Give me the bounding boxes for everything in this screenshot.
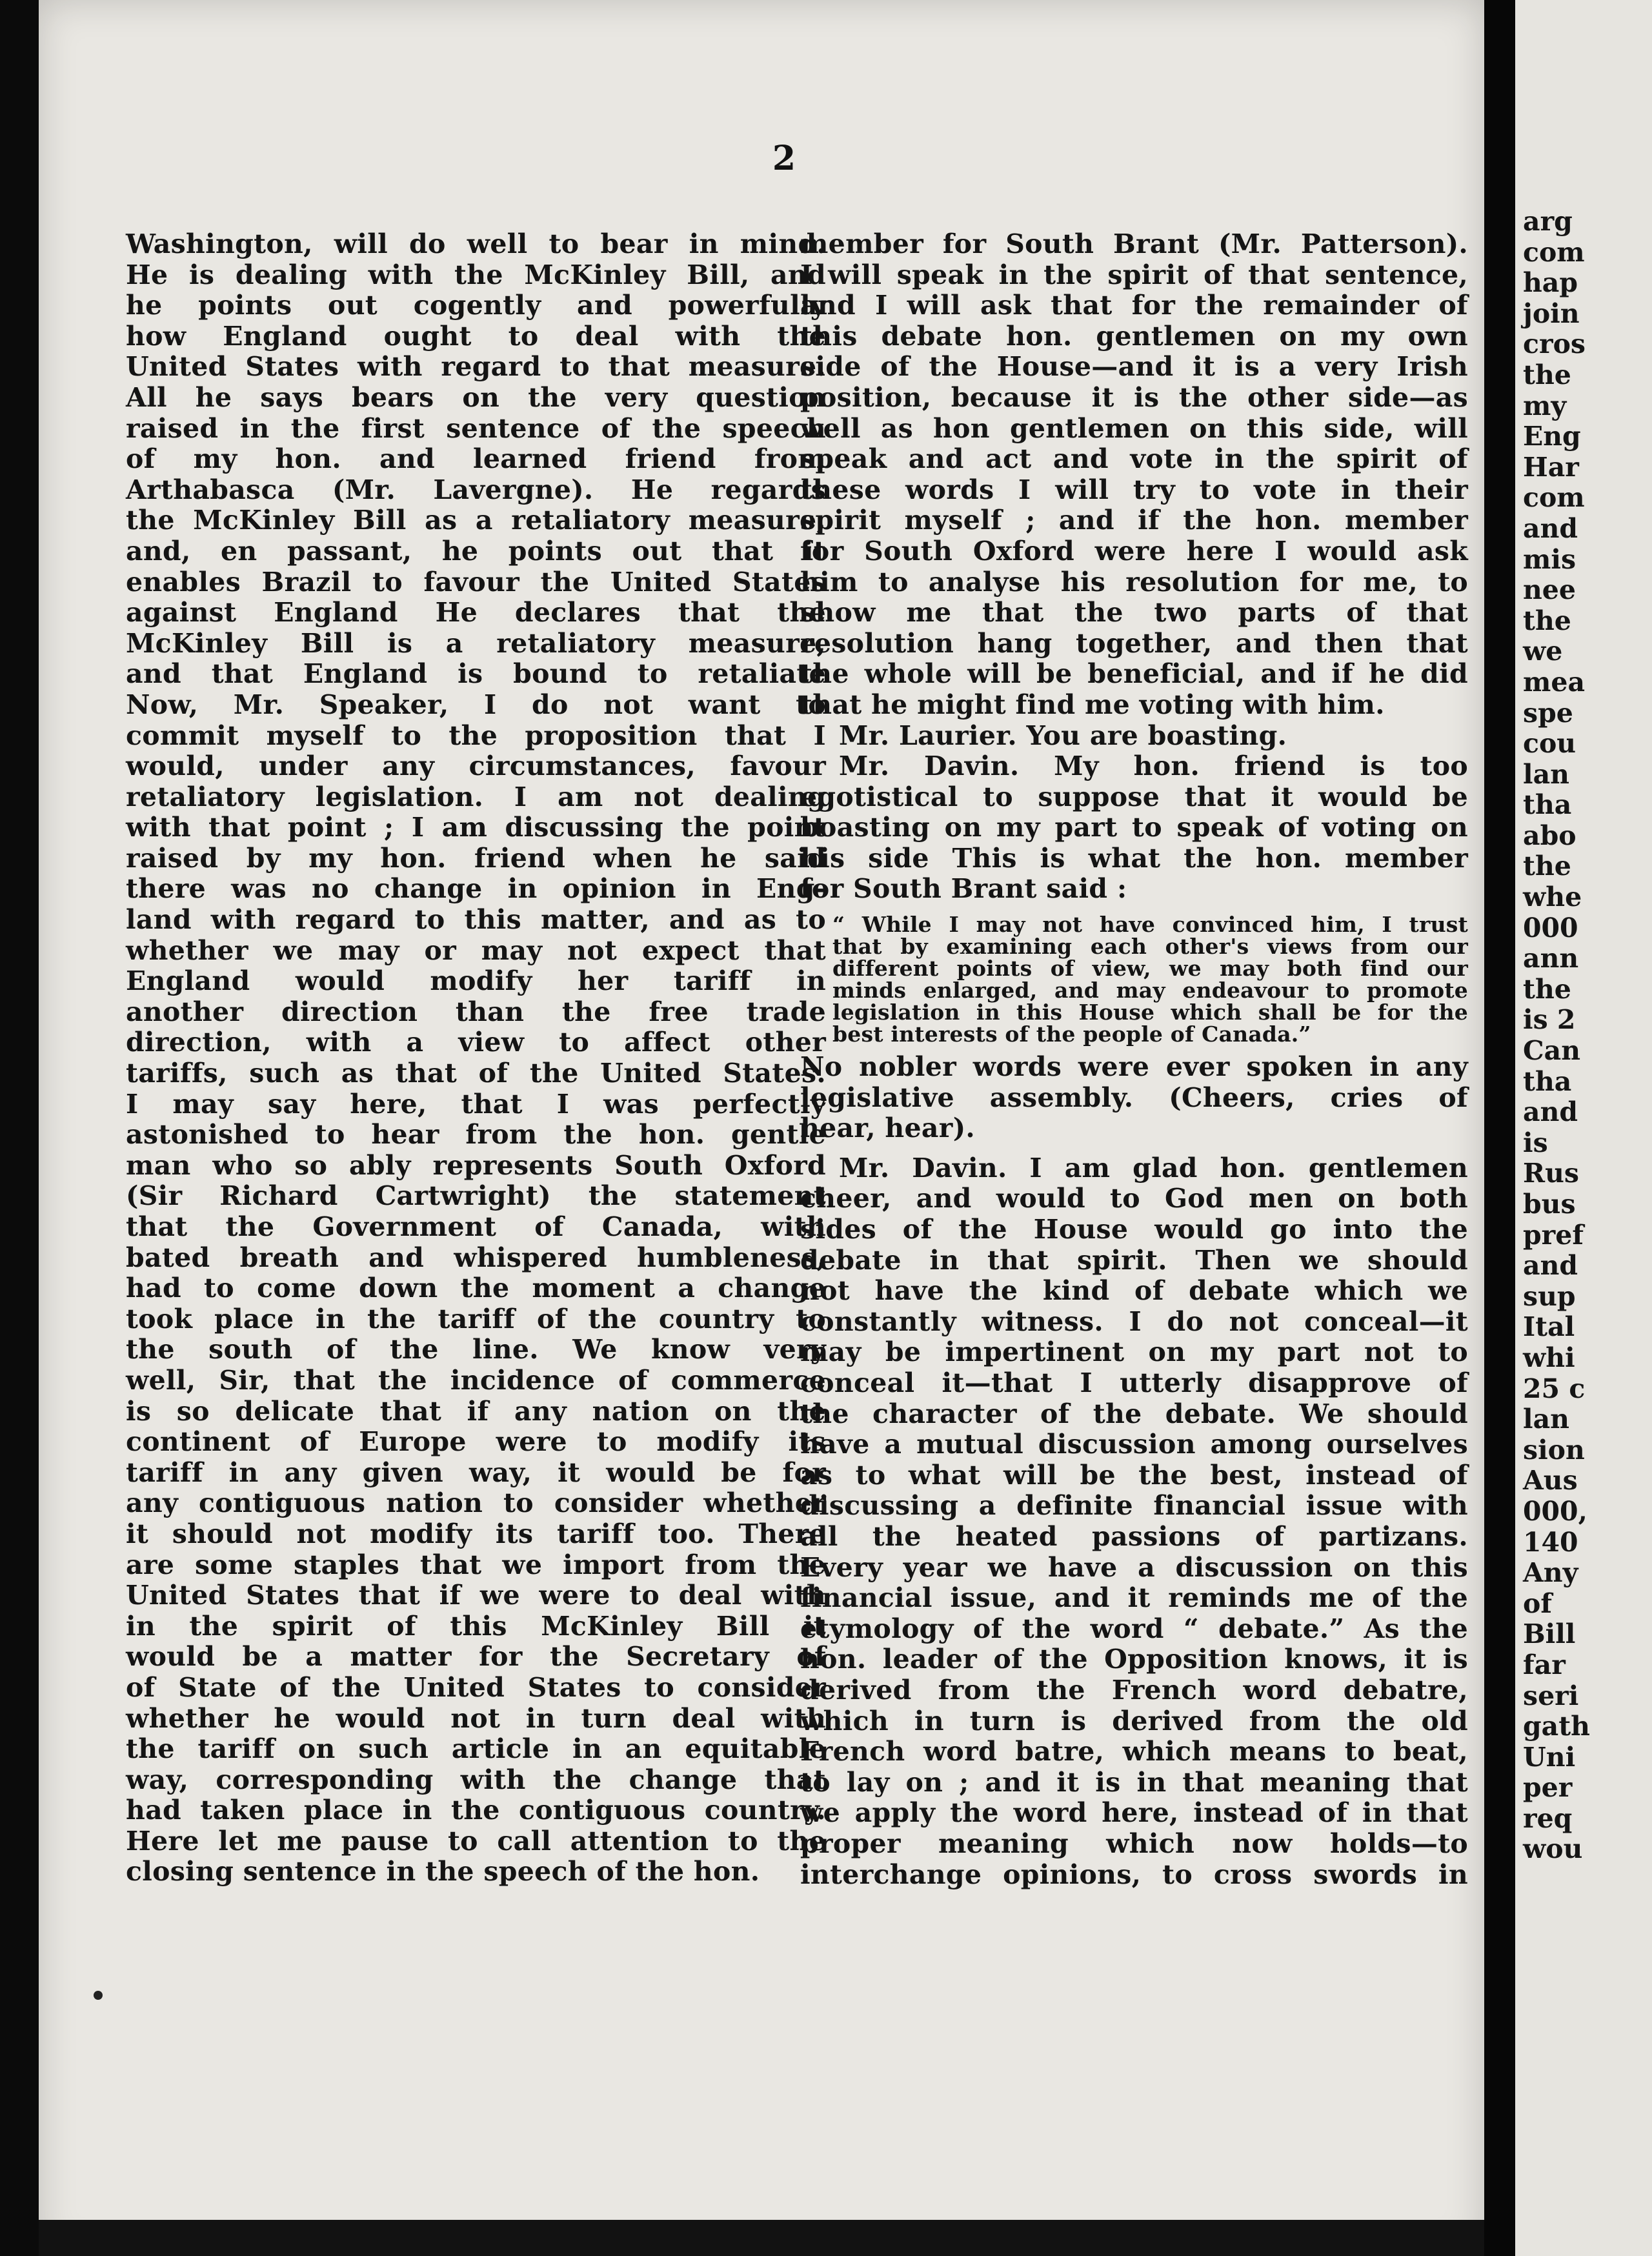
middle-column <box>800 229 1468 1890</box>
text-line: whether we may or may not expect that <box>126 934 826 966</box>
strip-line: com <box>1523 236 1585 268</box>
strip-line: Eng <box>1523 421 1581 452</box>
text-line: took place in the tariff of the country to <box>126 1303 826 1334</box>
text-line: this debate hon. gentlemen on my own <box>800 320 1468 352</box>
strip-line: lan <box>1523 1404 1569 1435</box>
scan-bottom-edge <box>39 2220 1484 2256</box>
paragraph-cheers <box>800 1052 1468 1144</box>
text-line: constantly witness. I do not conceal—it <box>800 1305 1468 1337</box>
text-line: Here let me pause to call attention to the <box>126 1825 826 1857</box>
quote-line: minds enlarged, and may endeavour to promote <box>832 978 1468 1003</box>
text-line: all the heated passions of partizans. <box>800 1520 1468 1552</box>
text-line: resolution hang together, and then that <box>800 627 1468 659</box>
text-line: enables Brazil to favour the United States <box>126 566 826 598</box>
text-line: debate in that spirit. Then we should <box>800 1244 1468 1276</box>
quote-line: “ While I may not have convinced him, I trust <box>832 912 1468 938</box>
strip-line: and <box>1523 1096 1578 1128</box>
text-line: I may say here, that I was perfectly <box>126 1088 826 1120</box>
text-line: him to analyse his resolution for me, to <box>800 566 1468 598</box>
text-line: French word batre, which means to beat, <box>800 1736 1468 1768</box>
text-line: legislative assembly. (Cheers, cries of <box>800 1082 1468 1113</box>
text-line: as to what will be the best, instead of <box>800 1459 1468 1491</box>
text-line: astonished to hear from the hon. gentle <box>126 1119 826 1151</box>
text-line: the south of the line. We know very <box>126 1334 826 1365</box>
text-line: show me that the two parts of that <box>800 597 1468 629</box>
text-line: interchange opinions, to cross swords in <box>800 1858 1468 1890</box>
text-line: it should not modify its tariff too. There <box>126 1518 826 1549</box>
strip-line: Can <box>1523 1035 1581 1067</box>
text-line: proper meaning which now holds—to <box>800 1828 1468 1859</box>
text-line: etymology of the word “ debate.” As the <box>800 1613 1468 1644</box>
text-line: (Sir Richard Cartwright) the statement <box>126 1180 826 1212</box>
strip-line: and <box>1523 512 1578 544</box>
text-line: egotistical to suppose that it would be <box>800 781 1468 812</box>
page-fold-shadow <box>1484 0 1515 2256</box>
text-line: raised by my hon. friend when he said <box>126 842 826 874</box>
text-line: closing sentence in the speech of the hon. <box>126 1856 760 1888</box>
strip-line: we <box>1523 636 1563 667</box>
strip-line: tha <box>1523 789 1572 821</box>
text-line: may be impertinent on my part not to <box>800 1336 1468 1368</box>
text-line: the tariff on such article in an equitable <box>126 1733 826 1765</box>
strip-line: the <box>1523 605 1571 636</box>
text-line: member for South Brant (Mr. Patterson). <box>800 228 1468 259</box>
strip-line: the <box>1523 851 1571 882</box>
text-line: with that point ; I am discussing the point <box>126 812 826 843</box>
text-line: Every year we have a discussion on this <box>800 1551 1468 1583</box>
strip-line: sion <box>1523 1434 1585 1465</box>
strip-line: Bill <box>1523 1618 1576 1650</box>
text-line: direction, with a view to affect other <box>126 1027 826 1058</box>
text-line: land with regard to this matter, and as to <box>126 904 826 936</box>
text-line: against England He declares that the <box>126 597 826 629</box>
text-line: he points out cogently and powerfully <box>126 290 826 321</box>
strip-line: Rus <box>1523 1158 1579 1189</box>
text-line: Mr. Davin. I am glad hon. gentlemen <box>839 1152 1468 1183</box>
text-line: the whole will be beneficial, and if he did <box>800 658 1468 690</box>
text-line: conceal it—that I utterly disapprove of <box>800 1367 1468 1398</box>
text-line: whether he would not in turn deal with <box>126 1702 826 1734</box>
text-line: retaliatory legislation. I am not dealing <box>126 781 826 812</box>
strip-line: seri <box>1523 1680 1579 1711</box>
text-line: of State of the United States to consider <box>126 1671 826 1703</box>
strip-line: sup <box>1523 1280 1576 1312</box>
text-line: man who so ably represents South Oxford <box>126 1149 826 1181</box>
strip-line: pref <box>1523 1219 1584 1251</box>
strip-line: tha <box>1523 1065 1572 1097</box>
text-line: discussing a definite financial issue with <box>800 1490 1468 1522</box>
text-line: position, because it is the other side—as <box>800 381 1468 413</box>
strip-line: whi <box>1523 1342 1575 1373</box>
text-line: had to come down the moment a change <box>126 1273 826 1304</box>
text-line: commit myself to the proposition that I <box>126 720 826 751</box>
quote-line: legislation in this House which shall be for the <box>832 1000 1468 1025</box>
paragraph-laurier-davin <box>800 721 1468 905</box>
page-number: 2 <box>772 139 796 178</box>
strip-line: lan <box>1523 758 1569 790</box>
text-line: speak and act and vote in the spirit of <box>800 443 1468 475</box>
left-column <box>126 229 826 1888</box>
next-page-column <box>1523 206 1590 1865</box>
text-line: there was no change in opinion in Eng- <box>126 873 826 905</box>
block-quote <box>800 914 1468 1045</box>
strip-line: the <box>1523 359 1571 390</box>
text-line: He is dealing with the McKinley Bill, and <box>126 259 826 290</box>
text-line: in the spirit of this McKinley Bill it <box>126 1610 826 1642</box>
text-line: way, corresponding with the change that <box>126 1764 826 1795</box>
text-line: No nobler words were ever spoken in any <box>800 1051 1468 1083</box>
text-line: United States with regard to that measure. <box>126 351 826 383</box>
strip-line: gath <box>1523 1711 1590 1742</box>
strip-line: nee <box>1523 574 1576 606</box>
strip-line: join <box>1523 297 1580 329</box>
strip-line: cros <box>1523 328 1586 360</box>
text-line: is so delicate that if any nation on the <box>126 1395 826 1427</box>
quote-line: best interests of the people of Canada.” <box>832 1022 1311 1047</box>
text-line: the character of the debate. We should <box>800 1398 1468 1429</box>
strip-line: cou <box>1523 728 1576 760</box>
strip-line: and <box>1523 1250 1578 1282</box>
text-line: I will speak in the spirit of that sentence, <box>800 259 1468 290</box>
text-line: would, under any circumstances, favour <box>126 750 826 782</box>
text-line: well, Sir, that the incidence of commerce <box>126 1364 826 1396</box>
text-line: spirit myself ; and if the hon. member <box>800 505 1468 536</box>
text-line: have a mutual discussion among ourselves <box>800 1429 1468 1460</box>
text-line: cheer, and would to God men on both <box>800 1183 1468 1214</box>
strip-line: hap <box>1523 267 1578 299</box>
text-line: how England ought to deal with the <box>126 320 826 352</box>
strip-line: Ital <box>1523 1311 1575 1343</box>
strip-line: per <box>1523 1772 1573 1804</box>
strip-line: my <box>1523 390 1567 421</box>
text-line: we apply the word here, instead of in that <box>800 1797 1468 1829</box>
strip-line: req <box>1523 1802 1573 1834</box>
ink-speck <box>94 1991 103 2000</box>
strip-line: 140 <box>1523 1526 1578 1558</box>
text-line: which in turn is derived from the old <box>800 1705 1468 1737</box>
text-line: that the Government of Canada, with <box>126 1211 826 1242</box>
text-line: Mr. Laurier. You are boasting. <box>839 720 1287 751</box>
strip-line: mis <box>1523 543 1576 575</box>
text-line: and that England is bound to retaliate <box>126 658 826 690</box>
quote-line: that by examining each other's views from our <box>832 934 1468 960</box>
strip-line: mea <box>1523 666 1586 698</box>
text-line: McKinley Bill is a retaliatory measure, <box>126 627 826 659</box>
text-line: well as hon gentlemen on this side, will <box>800 412 1468 444</box>
strip-line: of <box>1523 1587 1552 1619</box>
strip-line: Har <box>1523 451 1579 483</box>
text-line: derived from the French word debatre, <box>800 1674 1468 1706</box>
text-line: these words I will try to vote in their <box>800 474 1468 505</box>
text-line: tariff in any given way, it would be for <box>126 1456 826 1488</box>
strip-line: Aus <box>1523 1465 1578 1496</box>
text-line: Now, Mr. Speaker, I do not want to <box>126 689 826 720</box>
text-line: side of the House—and it is a very Irish <box>800 351 1468 383</box>
strip-line: spe <box>1523 697 1573 729</box>
text-line: any contiguous nation to consider whether <box>126 1487 826 1519</box>
text-line: financial issue, and it reminds me of the <box>800 1582 1468 1614</box>
text-line: for South Brant said : <box>800 873 1127 905</box>
text-line: All he says bears on the very question <box>126 381 826 413</box>
text-line: raised in the first sentence of the speech <box>126 412 826 444</box>
text-line: England would modify her tariff in <box>126 965 826 997</box>
text-line: Mr. Davin. My hon. friend is too <box>839 750 1468 782</box>
next-page-strip <box>1515 0 1652 2256</box>
strip-line: wou <box>1523 1833 1583 1865</box>
text-line: would be a matter for the Secretary of <box>126 1641 826 1673</box>
text-line: sides of the House would go into the <box>800 1214 1468 1245</box>
strip-line: the <box>1523 973 1571 1005</box>
text-line: and, en passant, he points out that it <box>126 535 826 567</box>
strip-line: 000, <box>1523 1495 1587 1527</box>
quote-line: different points of view, we may both find our <box>832 956 1468 982</box>
strip-line: is 2 <box>1523 1004 1576 1036</box>
text-line: not have the kind of debate which we <box>800 1275 1468 1307</box>
text-line: continent of Europe were to modify its <box>126 1426 826 1458</box>
text-line: of my hon. and learned friend from <box>126 443 826 475</box>
text-line: bated breath and whispered humbleness, <box>126 1242 826 1273</box>
text-line: for South Oxford were here I would ask <box>800 535 1468 567</box>
strip-line: is <box>1523 1127 1548 1158</box>
paragraph-patterson <box>800 229 1468 721</box>
text-line: tariffs, such as that of the United States. <box>126 1058 826 1089</box>
strip-line: 25 c <box>1523 1373 1586 1404</box>
text-line: are some staples that we import from the <box>126 1549 826 1580</box>
text-line: boasting on my part to speak of voting on <box>800 812 1468 843</box>
text-line: had taken place in the contiguous country. <box>126 1795 826 1826</box>
strip-line: abo <box>1523 820 1576 851</box>
text-line: Arthabasca (Mr. Lavergne). He regards <box>126 474 826 505</box>
strip-line: arg <box>1523 206 1573 237</box>
text-line: his side This is what the hon. member <box>800 842 1468 874</box>
text-line: United States that if we were to deal with <box>126 1580 826 1611</box>
strip-line: com <box>1523 482 1585 514</box>
strip-line: whe <box>1523 881 1582 913</box>
strip-line: far <box>1523 1649 1566 1680</box>
text-line: Washington, will do well to bear in mind. <box>126 228 826 259</box>
text-line: hear, hear). <box>800 1113 975 1144</box>
text-line: to lay on ; and it is in that meaning that <box>800 1766 1468 1798</box>
strip-line: Uni <box>1523 1741 1576 1773</box>
text-line: hon. leader of the Opposition knows, it is <box>800 1644 1468 1675</box>
text-line: another direction than the free trade <box>126 996 826 1027</box>
strip-line: Any <box>1523 1557 1578 1589</box>
paragraph-davin-debate <box>800 1153 1468 1890</box>
document-page <box>39 0 1484 2256</box>
text-line: the McKinley Bill as a retaliatory measure, <box>126 505 826 536</box>
text-line: and I will ask that for the remainder of <box>800 290 1468 321</box>
strip-line: ann <box>1523 943 1579 974</box>
strip-line: bus <box>1523 1189 1576 1220</box>
text-line: that he might find me voting with him. <box>800 689 1385 720</box>
strip-line: 000 <box>1523 912 1578 943</box>
